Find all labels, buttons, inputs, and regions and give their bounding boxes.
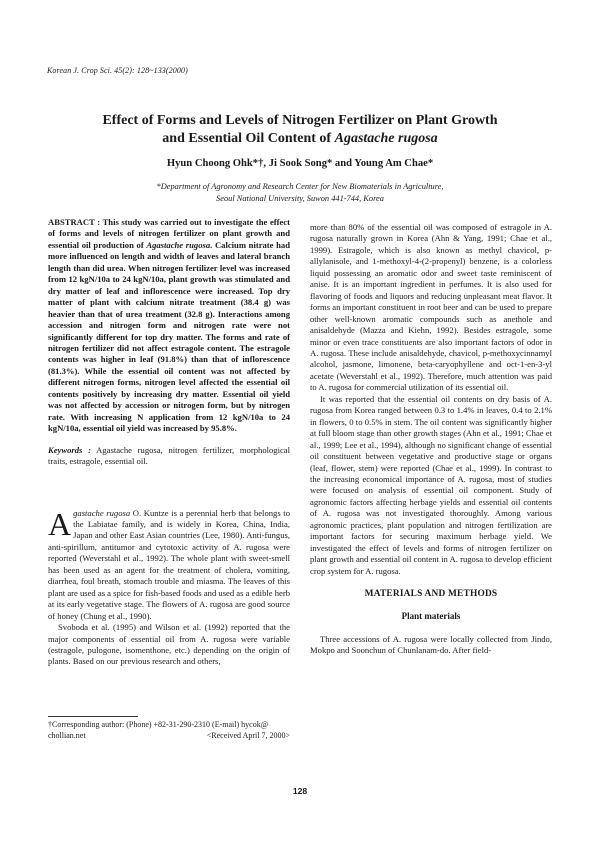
species-name: Agastache rugosa <box>334 131 438 146</box>
intro-paragraph-1: Agastache rugosa O. Kuntze is a perennial herb that belongs to the Labiatae family, and is widely in Korea, China, India, Japan and other East Asian countries (Lee, 1980). Anti-fungus, anti-spirillum, antitumor and cytotoxic activity of A. rugosa were reported (Weverstahl et al., 1992). The whole plant with sweet-smell has been used as an agent for the treatment of cholera, vomiting, diarrhea, foul breath, stomach trouble and miasma. The leaves of this plant are used as a spice for fish-based foods and used as a edible herb at its early vegetative stage. The flowers of A. rugosa are good source of honey (Chung et al., 1990). <box>48 505 290 621</box>
keywords: Keywords : Agastache rugosa, nitrogen fertilizer, morphological traits, estragole, essential oil. <box>48 444 290 467</box>
affiliation: *Department of Agronomy and Research Center for New Biomaterials in Agriculture, Seoul National University, Suwon 441-744, Korea <box>156 182 444 203</box>
corresponding-author-footnote: †Corresponding author: (Phone) +82-31-290-2310 (E-mail) hycok@ chollian.net <Received April 7, 2000> <box>48 720 290 740</box>
abstract: ABSTRACT : This study was carried out to investigate the effect of forms and levels of nitrogen fertilizer on plant growth and essential oil production of Agastache rugosa. Calcium nitrate had more influenced on length and width of leaves and lateral branch length than did urea. When nitrogen fertilizer level was increased from 12 kgN/10a to 24 kgN/10a, plant growth was stimulated and dry matter of leaf and inflorescence were increased. Top dry matter of plant with calcium nitrate treatment (38.4 g) was heavier than that of urea treatment (32.8 g). Interactions among accession and nitrogen form and nitrogen rate were not significantly different for top dry matter. The forms and rate of nitrogen fertilizer did not affect estragole content. The estragole contents was higher in leaf (91.8%) than that of inflorescence (81.3%). While the essential oil content was not affected by different nitrogen forms, nitrogen level affected the essential oil contents positively by increasing dry matter. Essential oil yield was not affected by accession or nitrogen form, but by nitrogen rate. With increasing N application from 12 kgN/10a to 24 kgN/10a, essential oil yield was increased by 95.8%. <box>48 217 290 434</box>
body-paragraph-1: more than 80% of the essential oil was composed of estragole in A. rugosa naturally grown in Korea (Ahn & Yang, 1991; Chae et al., 1999). Estragole, which is also known as methyl chavicol, p-allylanisole, and 1-methoxyl-4-(2-propenyl) benzene, is a colorless liquid possessing an aromatic odor and sweet taste reminiscent of anise. It is an important ingredient in perfumes. It is also used for flavoring of foods and liquors and reducing unpleasant meat flavor. It forms an important constituent in root beer and can be used to prepare other well-known aromatic compounds such as anethole and anisaldehyde (Mazza and Kiehn, 1992). Besides estragole, some minor or even trace constituents are also important factors of odor in A. rugosa. These include anisaldehyde, chavicol, p-methoxycinnamyl alcohol, jasmone, limonene, beta-caryophyllene and oct-1-en-3-yl acetate (Weverstahl et al., 1992). Therefore, much attention was paid to A. rugosa for commercial utilization of its essential oil. <box>310 222 552 393</box>
title-line-2: and Essential Oil Content of Agastache rugosa <box>162 131 438 146</box>
running-head: Korean J. Crop Sci. 45(2): 128~133(2000) <box>47 66 188 75</box>
paper-title <box>40 112 560 148</box>
footnote-divider <box>48 716 138 717</box>
page-number: 128 <box>292 786 308 796</box>
author-list: Hyun Choong Ohk*†, Ji Sook Song* and Young Am Chae* <box>166 158 434 169</box>
intro-paragraph-2: Svoboda et al. (1995) and Wilson et al. (1992) reported that the major components of essential oil from A. rugosa were variable (estragole, pulogone, isomenthone, etc.) depending on the origin of plants. Based on our previous research and others, <box>48 622 290 667</box>
methods-paragraph-1: Three accessions of A. rugosa were locally collected from Jindo, Mokpo and Soonchun of Chunlanam-do. After field- <box>310 633 552 656</box>
keywords-label: Keywords : <box>48 444 91 455</box>
right-column <box>310 222 552 657</box>
abstract-label: ABSTRACT : <box>48 217 103 227</box>
body-paragraph-2: It was reported that the essential oil contents on dry basis of A. rugosa from Korea ranged between 0.3 to 1.4% in leaves, 0.4 to 2.1% in flowers, 0 to 0.5% in stem. The oil content was significantly higher at full bloom stage than other growth stages (Ahn et al., 1991; Chae et al., 1999; Lee et al., 1994), although no significant change of essential oil constituent between vegetative and productive stage or organs (leaf, flower, stem) were reported (Chae et al., 1999). In contrast to the increasing economical importance of A. rugosa, most of studies were focused on analysis of essential oil component. Study of agronomic factors affecting herbage yields and essential oil contents of A. rugosa was not investigated thoroughly. Among various agronomic practices, plant population and nitrogen fertilization are important factors for securing maximum herbage yield. We investigated the effect of levels and forms of nitrogen fertilizer on plant growth and essential oil content in A. rugosa to develop efficient crop system for A. rugosa. <box>310 393 552 576</box>
section-heading-materials-methods: MATERIALS AND METHODS <box>364 589 498 600</box>
received-date: <Received April 7, 2000> <box>206 731 290 740</box>
title-line-1: Effect of Forms and Levels of Nitrogen Fertilizer on Plant Growth <box>102 113 498 128</box>
left-column <box>48 217 290 668</box>
introduction <box>48 505 290 668</box>
subsection-heading-plant-materials: Plant materials <box>401 610 461 621</box>
drop-cap: A <box>48 505 72 542</box>
